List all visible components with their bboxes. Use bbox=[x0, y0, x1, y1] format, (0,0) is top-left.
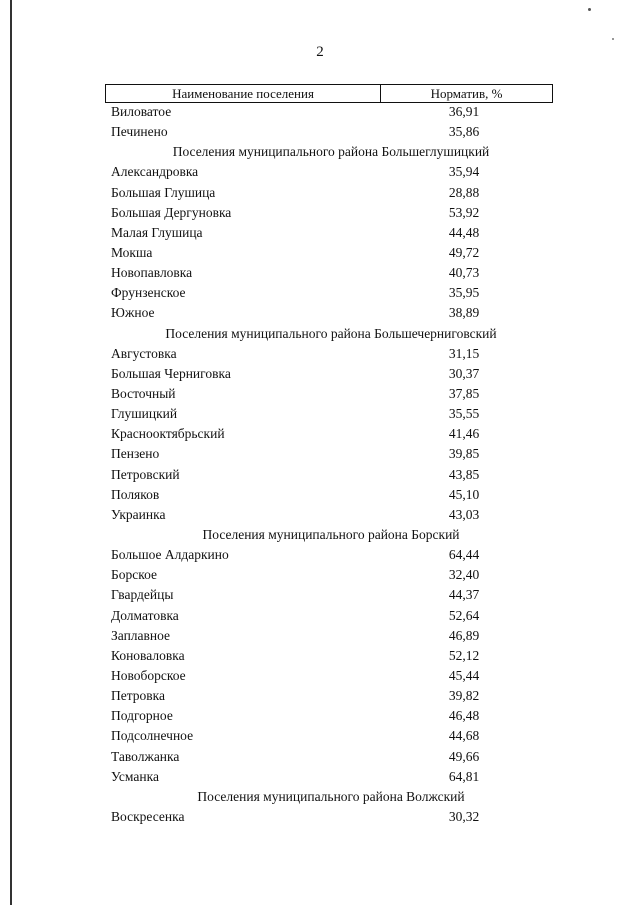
settlement-name: Украинка bbox=[111, 506, 166, 522]
settlement-name: Большое Алдаркино bbox=[111, 547, 229, 563]
table-row bbox=[0, 606, 640, 626]
table-row bbox=[0, 303, 640, 323]
settlement-name: Новоборское bbox=[111, 667, 186, 683]
norm-value: 53,92 bbox=[448, 204, 480, 220]
table-row bbox=[0, 706, 640, 726]
table-row bbox=[0, 283, 640, 303]
settlement-name: Виловатое bbox=[111, 104, 172, 119]
settlement-name: Южное bbox=[111, 305, 155, 321]
norm-value: 49,66 bbox=[448, 748, 480, 764]
table-row bbox=[0, 424, 640, 444]
norm-value: 43,85 bbox=[448, 466, 480, 482]
norm-value: 45,10 bbox=[448, 486, 480, 502]
settlement-name: Воскресенка bbox=[111, 808, 185, 824]
settlement-name: Краснооктябрьский bbox=[111, 426, 225, 442]
norm-value: 64,81 bbox=[448, 768, 480, 784]
table-row bbox=[0, 807, 640, 827]
settlement-name: Восточный bbox=[111, 385, 176, 401]
norm-value: 39,82 bbox=[448, 688, 480, 704]
table-row bbox=[0, 404, 640, 424]
table-row bbox=[0, 585, 640, 605]
settlement-name: Новопавловка bbox=[111, 265, 193, 281]
norm-value: 41,46 bbox=[448, 426, 480, 442]
norm-value: 35,86 bbox=[448, 124, 480, 140]
settlement-name: Заплавное bbox=[111, 627, 171, 643]
norm-value: 35,55 bbox=[448, 406, 480, 422]
table-row bbox=[0, 646, 640, 666]
section-heading: Поселения муниципального района Большеглушицкий bbox=[172, 144, 490, 160]
settlement-name: Большая Глушица bbox=[111, 184, 216, 200]
norm-value: 44,37 bbox=[448, 587, 480, 603]
table-row bbox=[0, 243, 640, 263]
norm-value: 39,85 bbox=[448, 446, 480, 462]
table-row bbox=[0, 505, 640, 525]
column-header-name: Наименование поселения bbox=[106, 85, 381, 102]
norm-value: 52,64 bbox=[448, 607, 480, 623]
scan-speck bbox=[612, 38, 614, 40]
column-header-norm: Норматив, % bbox=[430, 86, 503, 101]
table-header bbox=[105, 84, 553, 103]
table-row bbox=[0, 183, 640, 203]
table-row bbox=[0, 364, 640, 384]
table-row bbox=[0, 223, 640, 243]
settlement-name: Петровский bbox=[111, 466, 180, 482]
norm-value: 46,89 bbox=[448, 627, 480, 643]
settlement-name: Глушицкий bbox=[111, 406, 178, 422]
settlement-name: Большая Дергуновка bbox=[111, 204, 232, 220]
scan-speck bbox=[588, 8, 591, 11]
norm-value: 36,91 bbox=[448, 104, 480, 119]
norm-value: 28,88 bbox=[448, 184, 480, 200]
norm-value: 44,68 bbox=[448, 728, 480, 744]
norm-value: 52,12 bbox=[448, 647, 480, 663]
settlement-name: Подсолнечное bbox=[111, 728, 194, 744]
table-row bbox=[0, 747, 640, 767]
settlement-name: Гвардейцы bbox=[111, 587, 174, 603]
settlement-name: Поляков bbox=[111, 486, 160, 502]
settlement-name: Борское bbox=[111, 567, 158, 583]
settlement-name: Печинено bbox=[111, 124, 168, 140]
table-row bbox=[0, 384, 640, 404]
norm-value: 44,48 bbox=[448, 224, 480, 240]
table-row bbox=[0, 263, 640, 283]
table-row bbox=[0, 344, 640, 364]
settlement-name: Фрунзенское bbox=[111, 285, 186, 301]
table-row bbox=[0, 465, 640, 485]
table-row bbox=[0, 565, 640, 585]
norm-value: 40,73 bbox=[448, 265, 480, 281]
norm-value: 49,72 bbox=[448, 244, 480, 260]
table-row bbox=[0, 666, 640, 686]
table-row bbox=[0, 726, 640, 746]
norm-value: 30,32 bbox=[448, 808, 480, 824]
table-row bbox=[0, 767, 640, 787]
settlement-name: Петровка bbox=[111, 688, 166, 704]
table-row bbox=[0, 626, 640, 646]
settlement-name: Мокша bbox=[111, 244, 153, 260]
norm-value: 35,95 bbox=[448, 285, 480, 301]
norm-value: 46,48 bbox=[448, 708, 480, 724]
settlement-name: Долматовка bbox=[111, 607, 179, 623]
norm-value: 38,89 bbox=[448, 305, 480, 321]
table-row bbox=[0, 162, 640, 182]
settlement-name: Усманка bbox=[111, 768, 159, 784]
section-heading: Поселения муниципального района Волжский bbox=[197, 788, 465, 804]
norm-value: 32,40 bbox=[448, 567, 480, 583]
norm-value: 35,94 bbox=[448, 164, 480, 180]
table-row bbox=[0, 485, 640, 505]
norm-value: 31,15 bbox=[448, 345, 480, 361]
table-row bbox=[0, 545, 640, 565]
table-row bbox=[0, 122, 640, 142]
settlement-name: Пензено bbox=[111, 446, 160, 462]
settlement-name: Коноваловка bbox=[111, 647, 185, 663]
settlement-name: Подгорное bbox=[111, 708, 173, 724]
norm-value: 45,44 bbox=[448, 667, 480, 683]
settlement-name: Таволжанка bbox=[111, 748, 180, 764]
norm-value: 64,44 bbox=[448, 547, 480, 563]
table-row bbox=[0, 203, 640, 223]
table-body bbox=[0, 102, 640, 827]
section-heading: Поселения муниципального района Большечерниговский bbox=[165, 325, 497, 341]
table-row bbox=[0, 444, 640, 464]
settlement-name: Малая Глушица bbox=[111, 224, 203, 240]
settlement-name: Большая Черниговка bbox=[111, 365, 231, 381]
norm-value: 43,03 bbox=[448, 506, 480, 522]
settlement-name: Августовка bbox=[111, 345, 177, 361]
norm-value: 37,85 bbox=[448, 385, 480, 401]
page-number: 2 bbox=[316, 44, 324, 60]
norm-value: 30,37 bbox=[448, 365, 480, 381]
settlement-name: Александровка bbox=[111, 164, 199, 180]
section-heading: Поселения муниципального района Борский bbox=[202, 526, 460, 542]
table-row bbox=[0, 686, 640, 706]
table-row bbox=[0, 102, 640, 122]
